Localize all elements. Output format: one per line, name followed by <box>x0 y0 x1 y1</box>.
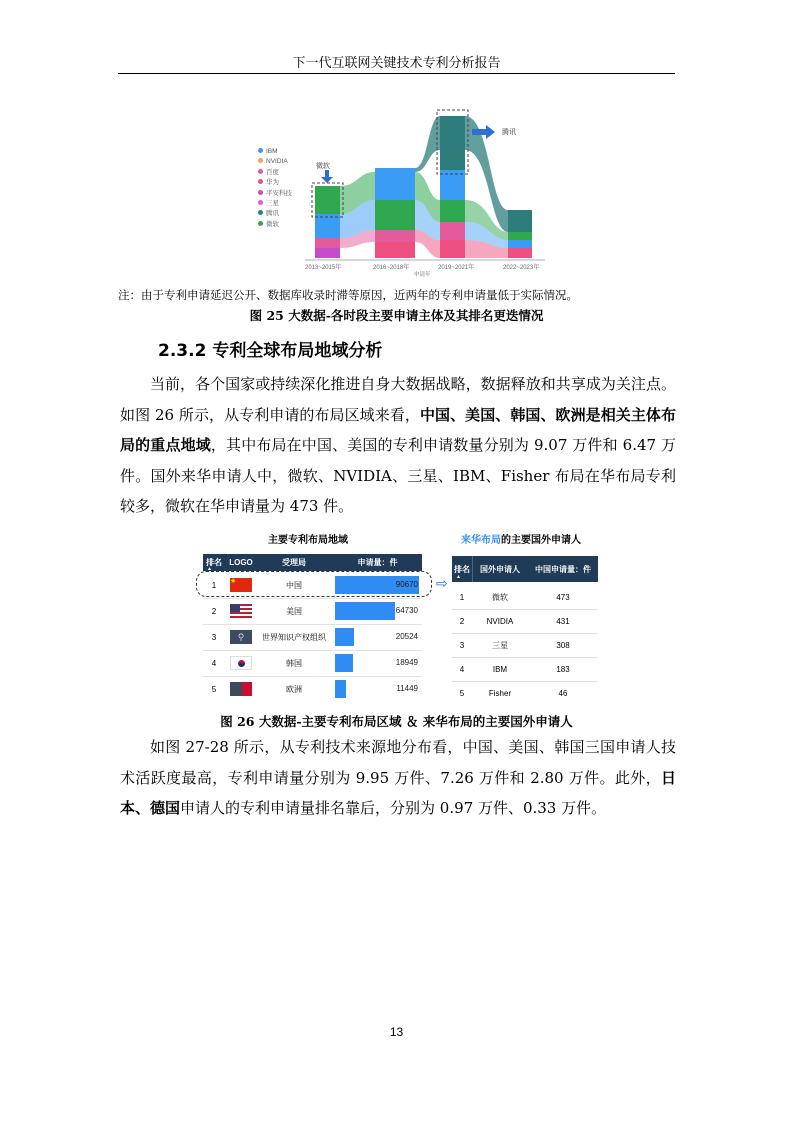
para2-bold: 日本、德国 <box>120 768 676 817</box>
wipo-logo-icon: ⚲ <box>230 630 252 644</box>
left-table-title: 主要专利布局地域 <box>268 535 348 546</box>
header-count: 申请量：件 <box>357 558 398 567</box>
legend-dot <box>258 169 263 174</box>
node-c1-baidu <box>315 238 340 248</box>
highlight-china-row <box>196 571 432 597</box>
left-row-office: 世界知识产权组织 <box>262 632 326 642</box>
axis-label: 申请年 <box>414 272 431 278</box>
right-row-value: 473 <box>556 592 570 602</box>
right-row-rank: 2 <box>459 616 465 626</box>
right-row-rank: 4 <box>459 664 465 674</box>
para1-bold: 中国、美国、韩国、欧洲是相关主体布局的重点地域 <box>120 405 676 454</box>
legend-dot <box>258 221 263 226</box>
left-row-bar <box>335 602 395 620</box>
node-c2-huawei <box>375 242 415 258</box>
right-title-highlight: 来华布局 <box>461 535 501 546</box>
paragraph-1 <box>120 369 676 522</box>
right-table <box>452 556 598 704</box>
left-row-rank: 2 <box>211 606 217 616</box>
header-rank: 排名 <box>206 558 222 567</box>
node-c1-pingan <box>315 248 340 258</box>
arrow-down-icon <box>321 170 333 183</box>
right-row-rank: 3 <box>459 640 465 650</box>
left-row-rank: 3 <box>211 632 217 642</box>
right-row-rank: 1 <box>459 592 465 602</box>
column-divider <box>472 556 473 582</box>
right-row-name: 三星 <box>492 640 508 650</box>
right-row-value: 431 <box>556 616 570 626</box>
left-row-office: 韩国 <box>286 658 302 668</box>
paragraph-2 <box>120 732 676 824</box>
legend-item-ibm: IBM <box>258 147 292 157</box>
period-label-4: 2022~2023年 <box>503 265 540 271</box>
header-rule <box>118 73 675 74</box>
figure25-caption: 图 25 大数据-各时段主要申请主体及其排名更迭情况 <box>249 308 544 323</box>
header-china-count: 中国申请量：件 <box>535 564 591 574</box>
legend-item-baidu: 百度 <box>258 168 292 178</box>
right-row-name: NVIDIA <box>486 616 514 626</box>
node-c4-ibm <box>508 240 532 248</box>
para1-text-2: ，其中布局在中国、美国的专利申请数量分别为 9.07 万件和 6.47 万件。国外来华申请人中，微软、NVIDIA、三星、IBM、Fisher 布局在华布局专利较多，微软在华申请量为 473 件。 <box>120 436 676 515</box>
flow-tencent-2 <box>415 116 440 172</box>
left-table-header <box>203 554 422 571</box>
right-row-rank: 5 <box>459 688 465 698</box>
us-flag-icon <box>230 604 252 618</box>
node-c3-baidu <box>440 222 465 240</box>
period-label-3: 2019~2021年 <box>438 265 475 271</box>
legend-dot <box>258 200 263 205</box>
right-row-value: 183 <box>556 664 570 674</box>
us-flag-canton <box>230 604 240 612</box>
node-c3-tencent <box>440 116 465 170</box>
node-c1-microsoft <box>315 186 340 214</box>
left-row-value: 64730 <box>395 606 418 615</box>
node-c2-ibm <box>375 168 415 200</box>
node-c4-microsoft <box>508 232 532 240</box>
period-label-1: 2013~2015年 <box>305 265 342 271</box>
left-row-value: 11449 <box>396 684 418 693</box>
legend-item-nvidia: NVIDIA <box>258 157 292 167</box>
left-row-bar <box>335 654 353 672</box>
annotation-tencent: 腾讯 <box>502 129 516 136</box>
header-logo: LOGO <box>229 558 253 567</box>
left-row-value: 18949 <box>395 658 418 667</box>
sort-icon[interactable]: ▲ <box>207 566 212 572</box>
node-c2-baidu <box>375 230 415 242</box>
legend-item-tencent: 腾讯 <box>258 209 292 219</box>
right-row-name: Fisher <box>488 688 512 698</box>
page-header: 下一代互联网关键技术专利分析报告 <box>292 56 501 71</box>
legend-item-huawei: 华为 <box>258 178 292 188</box>
legend-dot <box>258 148 263 153</box>
right-table-title <box>461 531 581 546</box>
para1-text-1: 当前，各个国家或持续深化推进自身大数据战略，数据释放和共享成为关注点。如图 26 所示，从专利申请的布局区域来看， <box>120 375 676 424</box>
china-flag-icon: ★ <box>230 578 252 592</box>
section-title: 2.3.2 专利全球布局地域分析 <box>158 341 383 361</box>
left-row-rank: 4 <box>211 658 217 668</box>
header-rank: 排名 <box>454 564 470 574</box>
page-number: 13 <box>389 1025 404 1039</box>
figure-note: 注：由于专利申请延迟公开、数据库收录时滞等原因，近两年的专利申请量低于实际情况。 <box>118 288 578 302</box>
para2-text-1: 如图 27-28 所示，从专利技术来源地分布看，中国、美国、韩国三国申请人技术活跃度最高，专利申请量分别为 9.95 万件、7.26 万件和 2.80 万件。此外， <box>120 738 676 787</box>
period-label-2: 2016~2018年 <box>373 265 410 271</box>
node-c2-microsoft <box>375 200 415 230</box>
sort-icon[interactable]: ▲ <box>456 574 461 580</box>
annotation-microsoft: 微软 <box>316 163 330 170</box>
right-table-header <box>452 556 598 582</box>
header-applicant: 国外申请人 <box>480 564 520 574</box>
korea-flag-icon <box>230 656 252 670</box>
node-c4-huawei <box>508 248 532 258</box>
node-c1-ibm <box>315 214 340 238</box>
legend-dot <box>258 190 263 195</box>
left-row-bar <box>335 680 346 698</box>
left-row-value: 20524 <box>395 632 418 641</box>
figure26-caption: 图 26 大数据-主要专利布局区域 ＆ 来华布局的主要国外申请人 <box>220 714 573 729</box>
legend-dot <box>258 158 263 163</box>
left-row-value: 90670 <box>395 580 418 589</box>
legend-item-pingan: 平安科技 <box>258 189 292 199</box>
right-row-value: 308 <box>556 640 570 650</box>
sankey-legend <box>258 147 292 230</box>
right-row-name: IBM <box>492 664 508 674</box>
right-row-value: 46 <box>558 688 568 698</box>
right-row-name: 微软 <box>492 592 508 602</box>
node-c4-tencent <box>508 210 532 232</box>
header-office: 受理局 <box>282 558 306 567</box>
korea-flag-circle <box>238 660 245 667</box>
para2-text-2: 申请人的专利申请量排名靠后，分别为 0.97 万件、0.33 万件。 <box>180 799 607 817</box>
legend-dot <box>258 179 263 184</box>
arrow-right-icon: ⇨ <box>436 576 448 592</box>
left-row-office: 中国 <box>286 580 302 590</box>
node-c3-huawei <box>440 240 465 258</box>
legend-dot <box>258 210 263 215</box>
left-row-office: 欧洲 <box>286 684 302 694</box>
legend-item-microsoft: 微软 <box>258 220 292 230</box>
legend-item-samsung: 三星 <box>258 199 292 209</box>
left-row-bar <box>335 628 354 646</box>
left-row-rank: 1 <box>211 580 217 590</box>
eu-logo-icon <box>230 682 252 696</box>
left-row-rank: 5 <box>211 684 217 694</box>
node-c3-microsoft <box>440 200 465 222</box>
right-title-rest: 的主要国外申请人 <box>501 535 581 546</box>
left-row-office: 美国 <box>286 606 302 616</box>
